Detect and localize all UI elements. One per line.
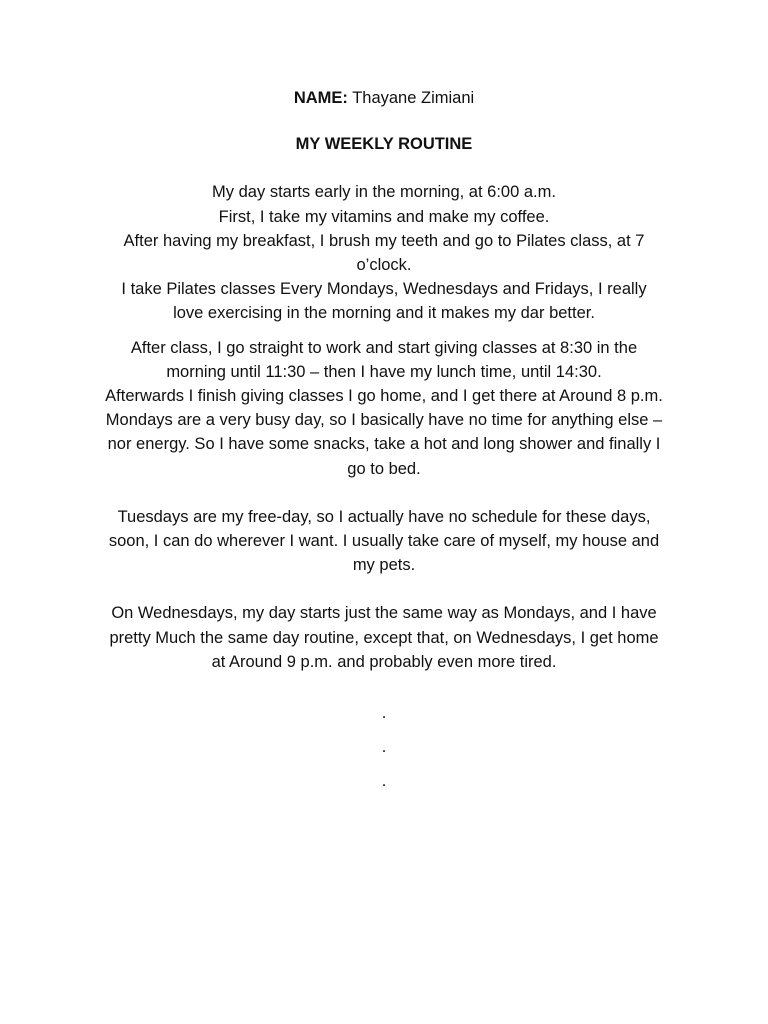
ellipsis-dots [104,696,664,798]
spacer [104,326,664,336]
paragraph-workday [104,336,664,481]
name-line [104,86,664,110]
name-value: Thayane Zimiani [347,89,475,107]
paragraph-line: Afterwards I finish giving classes I go home, and I get there at Around 8 p.m. [105,387,663,406]
paragraph-line: Mondays are a very busy day, so I basically have no time for anything else – nor energy. So I have some snacks, take a hot and long shower and finally I go to bed. [105,411,663,478]
name-label: NAME: [293,89,348,107]
paragraph-tuesdays: Tuesdays are my free-day, so I actually have no schedule for these days, soon, I can do wherever I want. I usually take care of myself, my house and my pets. [108,507,660,575]
paragraph-line: First, I take my vitamins and make my coffee. [218,207,550,226]
spacer [104,577,664,601]
paragraph-morning [104,180,664,325]
spacer [104,481,664,505]
paragraph-line: I take Pilates classes Every Mondays, Wednesdays and Fridays, I really love exercising in the morning and it makes my dar better. [121,280,647,323]
dot: . [381,704,387,723]
paragraph-wednesdays: On Wednesdays, my day starts just the same way as Mondays, and I have pretty Much the same day routine, except that, on Wednesdays, I get home at Around 9 p.m. and probably even more tired. [109,604,659,671]
document-title: MY WEEKLY ROUTINE [295,135,473,154]
document-body [104,86,664,798]
dot: . [381,738,387,757]
dot: . [381,772,387,791]
paragraph-line: After having my breakfast, I brush my teeth and go to Pilates class, at 7 o’clock. [123,231,645,275]
paragraph-line: My day starts early in the morning, at 6:00 a.m. [212,183,556,202]
paragraph-line: After class, I go straight to work and start giving classes at 8:30 in the morning until 11:30 – then I have my lunch time, until 14:30. [130,338,638,381]
